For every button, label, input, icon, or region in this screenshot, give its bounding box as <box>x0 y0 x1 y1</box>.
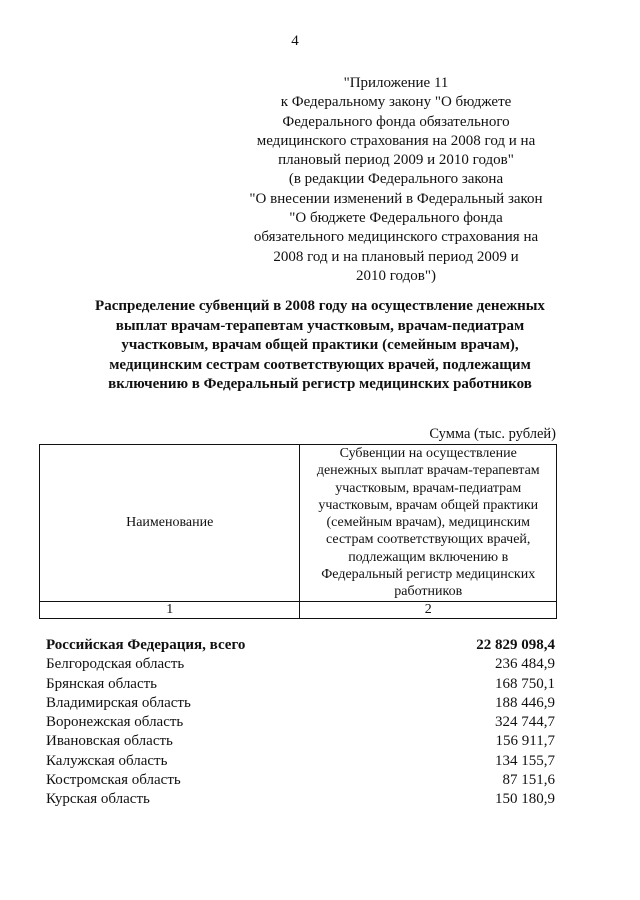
appendix-line: (в редакции Федерального закона <box>288 171 504 188</box>
table-header <box>39 444 557 619</box>
header-line: Субвенции на осуществление <box>339 446 517 461</box>
appendix-line: 2008 год и на плановый период 2009 и <box>273 248 519 265</box>
row-value: 134 155,7 <box>495 752 555 769</box>
header-line: работников <box>394 584 463 600</box>
row-name: Костромская область <box>46 772 181 789</box>
title-line: медицинским сестрам соответствующих врачей, подлежащим <box>109 356 531 373</box>
header-line: денежных выплат врачам-терапевтам <box>316 463 540 479</box>
column-header-name: Наименование <box>40 445 300 602</box>
row-name: Ивановская область <box>46 733 173 750</box>
row-value: 87 151,6 <box>502 772 555 789</box>
appendix-line: к Федеральному закону "О бюджете <box>280 94 512 111</box>
table-row <box>46 655 555 674</box>
row-name: Белгородская область <box>46 656 185 673</box>
table-row <box>46 694 555 713</box>
header-line: подлежащим включению в <box>348 549 509 565</box>
appendix-line: "О внесении изменений в Федеральный закон <box>249 190 543 207</box>
row-value: 324 744,7 <box>495 714 555 731</box>
appendix-line: Федерального фонда обязательного <box>282 113 510 130</box>
table-row <box>46 771 555 790</box>
appendix-line: "Приложение 11 <box>343 75 449 91</box>
row-name: Калужская область <box>46 752 168 769</box>
document-title <box>36 297 604 395</box>
table-body <box>46 636 555 810</box>
table-row <box>46 732 555 751</box>
table-row <box>46 752 555 771</box>
appendix-line: плановый период 2009 и 2010 годов" <box>278 152 514 169</box>
row-value: 156 911,7 <box>495 733 555 750</box>
appendix-line: 2010 годов") <box>356 267 436 284</box>
appendix-line: медицинского страхования на 2008 год и на <box>256 132 536 149</box>
title-line: Распределение субвенций в 2008 году на осуществление денежных <box>95 298 545 314</box>
table-row <box>46 713 555 732</box>
appendix-line: "О бюджете Федерального фонда <box>289 210 503 227</box>
column-number-1: 1 <box>40 601 300 618</box>
page-number: 4 <box>291 33 299 49</box>
header-line: участковым, врачам общей практики <box>318 497 539 513</box>
units-label: Сумма (тыс. рублей) <box>429 426 556 442</box>
column-number-row <box>40 601 557 618</box>
row-name: Курская область <box>46 791 150 808</box>
appendix-line: обязательного медицинского страхования на <box>253 229 539 246</box>
title-line: выплат врачам-терапевтам участковым, врачам-педиатрам <box>115 317 525 334</box>
column-number-2: 2 <box>300 601 557 618</box>
header-line: участковым, врачам-педиатрам <box>335 480 522 496</box>
row-value: 150 180,9 <box>495 791 555 808</box>
header-line: сестрам соответствующих врачей, <box>326 532 531 548</box>
row-name: Российская Федерация, всего <box>46 637 246 653</box>
title-line: включению в Федеральный регистр медицинских работников <box>108 376 532 392</box>
header-line: (семейным врачам), медицинским <box>326 515 530 531</box>
appendix-reference <box>230 74 562 286</box>
row-name: Владимирская область <box>46 694 191 711</box>
column-header-subventions <box>300 445 557 602</box>
title-line: участковым, врачам общей практики (семейным врачам), <box>121 337 519 353</box>
row-name: Брянская область <box>46 675 158 692</box>
row-value: 22 829 098,4 <box>476 637 555 653</box>
table-row <box>46 675 555 694</box>
row-value: 188 446,9 <box>495 694 555 711</box>
row-name: Воронежская область <box>46 714 184 731</box>
total-row <box>46 636 555 655</box>
header-row <box>40 445 557 602</box>
row-value: 236 484,9 <box>495 656 555 673</box>
header-line: Федеральный регистр медицинских <box>321 567 536 583</box>
table-row <box>46 790 555 809</box>
row-value: 168 750,1 <box>495 675 555 692</box>
